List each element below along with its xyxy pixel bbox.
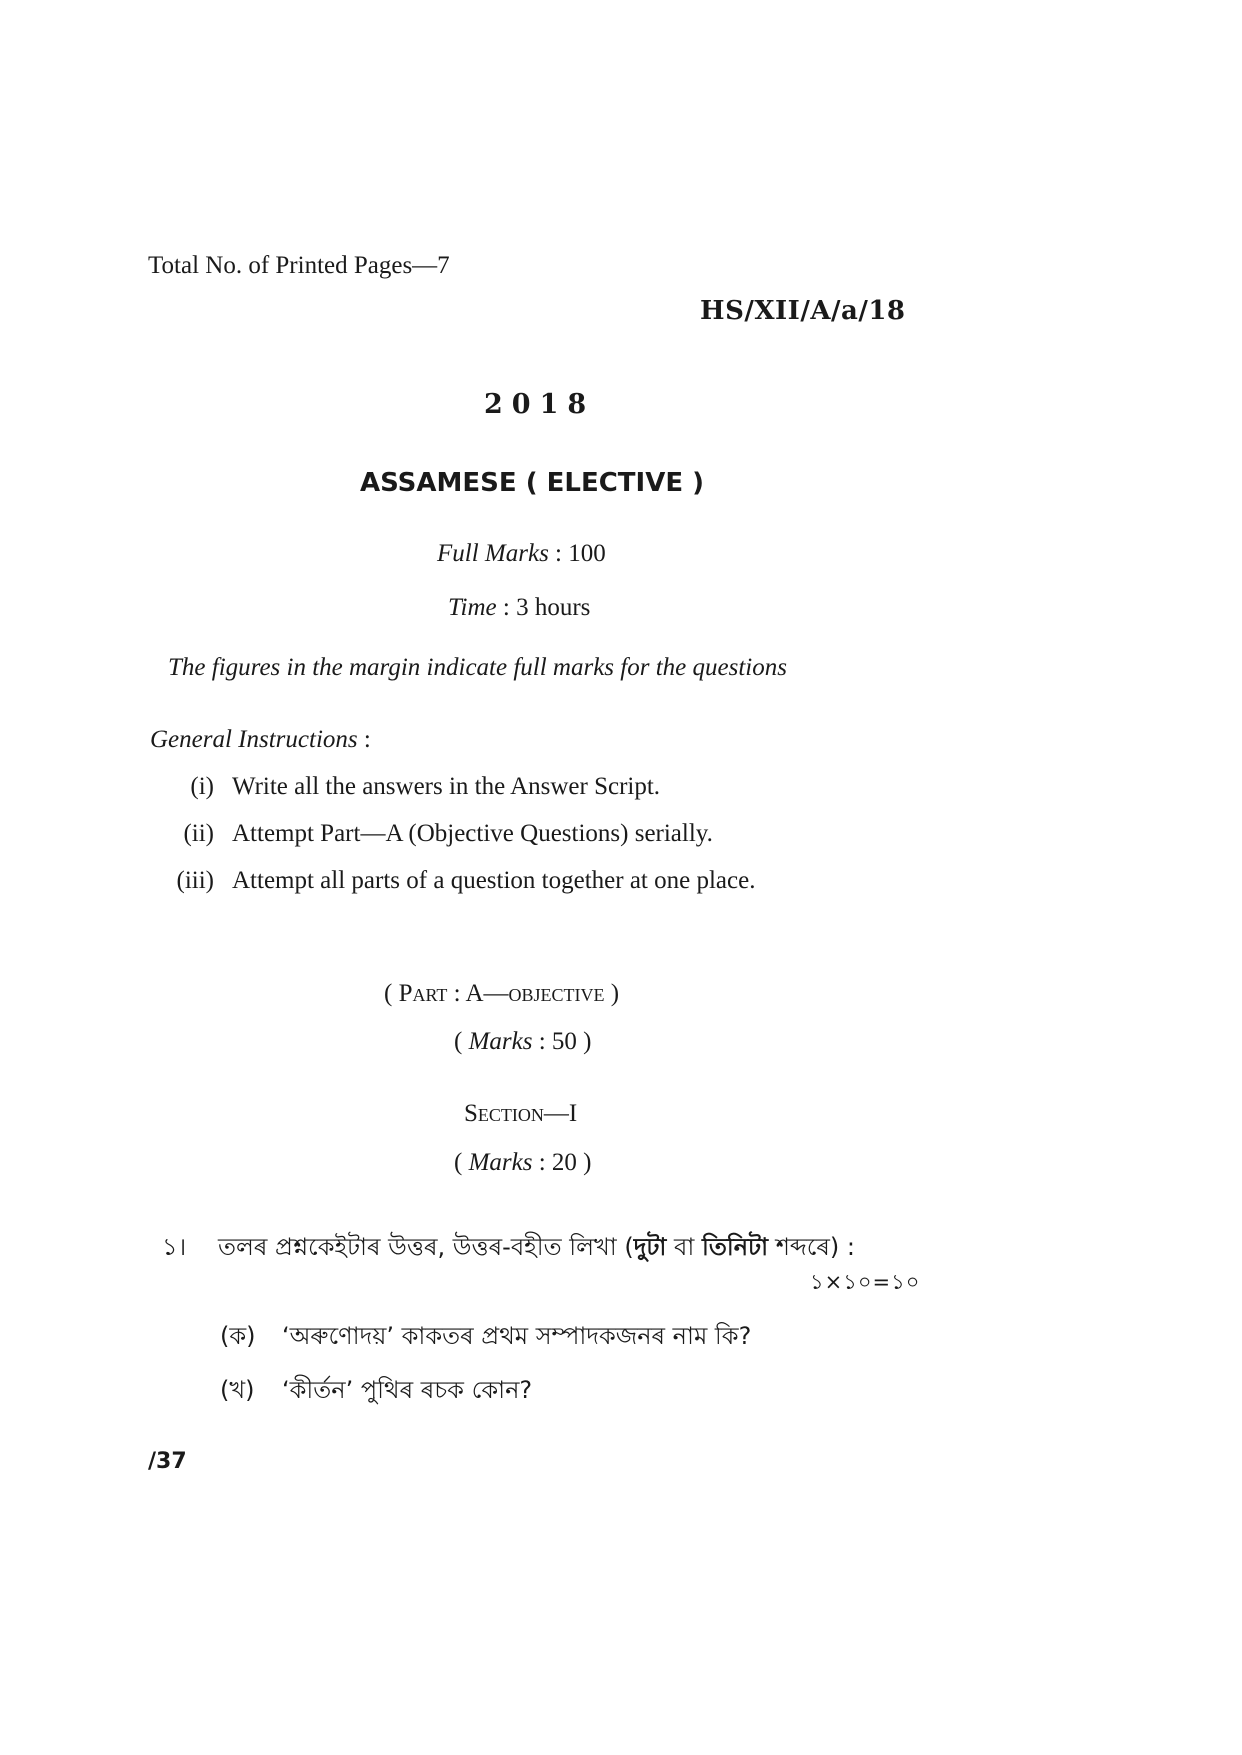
instruction-text: Attempt all parts of a question together at one place. [232,867,756,894]
section-marks [454,1149,592,1177]
sub-question-label: (ক) [220,1322,256,1350]
question-text-part: শব্দৰে) : [768,1233,856,1261]
section-marks-open: ( [454,1149,469,1176]
question-number: ১। [162,1233,187,1261]
paper-code: HS/XII/A/a/18 [700,296,906,326]
instruction-text: Write all the answers in the Answer Script. [232,773,661,800]
question-text-part: বা [666,1233,702,1261]
exam-year: 2018 [484,389,596,420]
question-text [218,1229,855,1269]
time-label: Time [448,594,497,621]
sub-question-text: ‘অৰুণোদয়’ কাকতৰ প্ৰথম সম্পাদকজনৰ নাম কি? [282,1322,752,1350]
part-marks-label: Marks [468,1028,533,1055]
exam-time [448,594,590,622]
general-instructions-label: General Instructions [150,726,358,753]
part-marks-open: ( [454,1028,469,1055]
question-text-part: তলৰ প্ৰশ্নকেইটাৰ উত্তৰ, উত্তৰ-বহীত লিখা ( [218,1233,634,1261]
general-instructions-colon: : [357,726,371,753]
part-marks [454,1028,592,1056]
time-value: : 3 hours [496,594,591,621]
question-marks: ১×১০=১০ [810,1270,921,1294]
page-code: /37 [148,1449,187,1474]
question-text-bold: দুটা [633,1233,667,1261]
question-text-bold: তিনিটা [701,1233,769,1261]
full-marks-label: Full Marks [437,540,549,567]
instruction-number: (iii) [176,867,214,894]
full-marks [437,540,606,568]
part-marks-value: : 50 ) [532,1028,592,1055]
section-marks-value: : 20 ) [532,1149,592,1176]
instruction-number: (i) [190,773,214,800]
margin-note: The figures in the margin indicate full marks for the questions [168,654,787,681]
general-instructions-heading [150,726,371,754]
instruction-text: Attempt Part—A (Objective Questions) serially. [232,820,713,847]
printed-pages-count: Total No. of Printed Pages—7 [148,252,450,279]
full-marks-value: : 100 [548,540,606,567]
instruction-number: (ii) [183,820,214,847]
part-heading: ( Part : A—objective ) [384,980,620,1007]
sub-question-label: (খ) [220,1376,255,1404]
subject-title: ASSAMESE ( ELECTIVE ) [360,468,705,498]
sub-question-text: ‘কীৰ্তন’ পুথিৰ ৰচক কোন? [282,1376,533,1404]
section-heading: Section—I [464,1100,578,1127]
section-marks-label: Marks [468,1149,533,1176]
